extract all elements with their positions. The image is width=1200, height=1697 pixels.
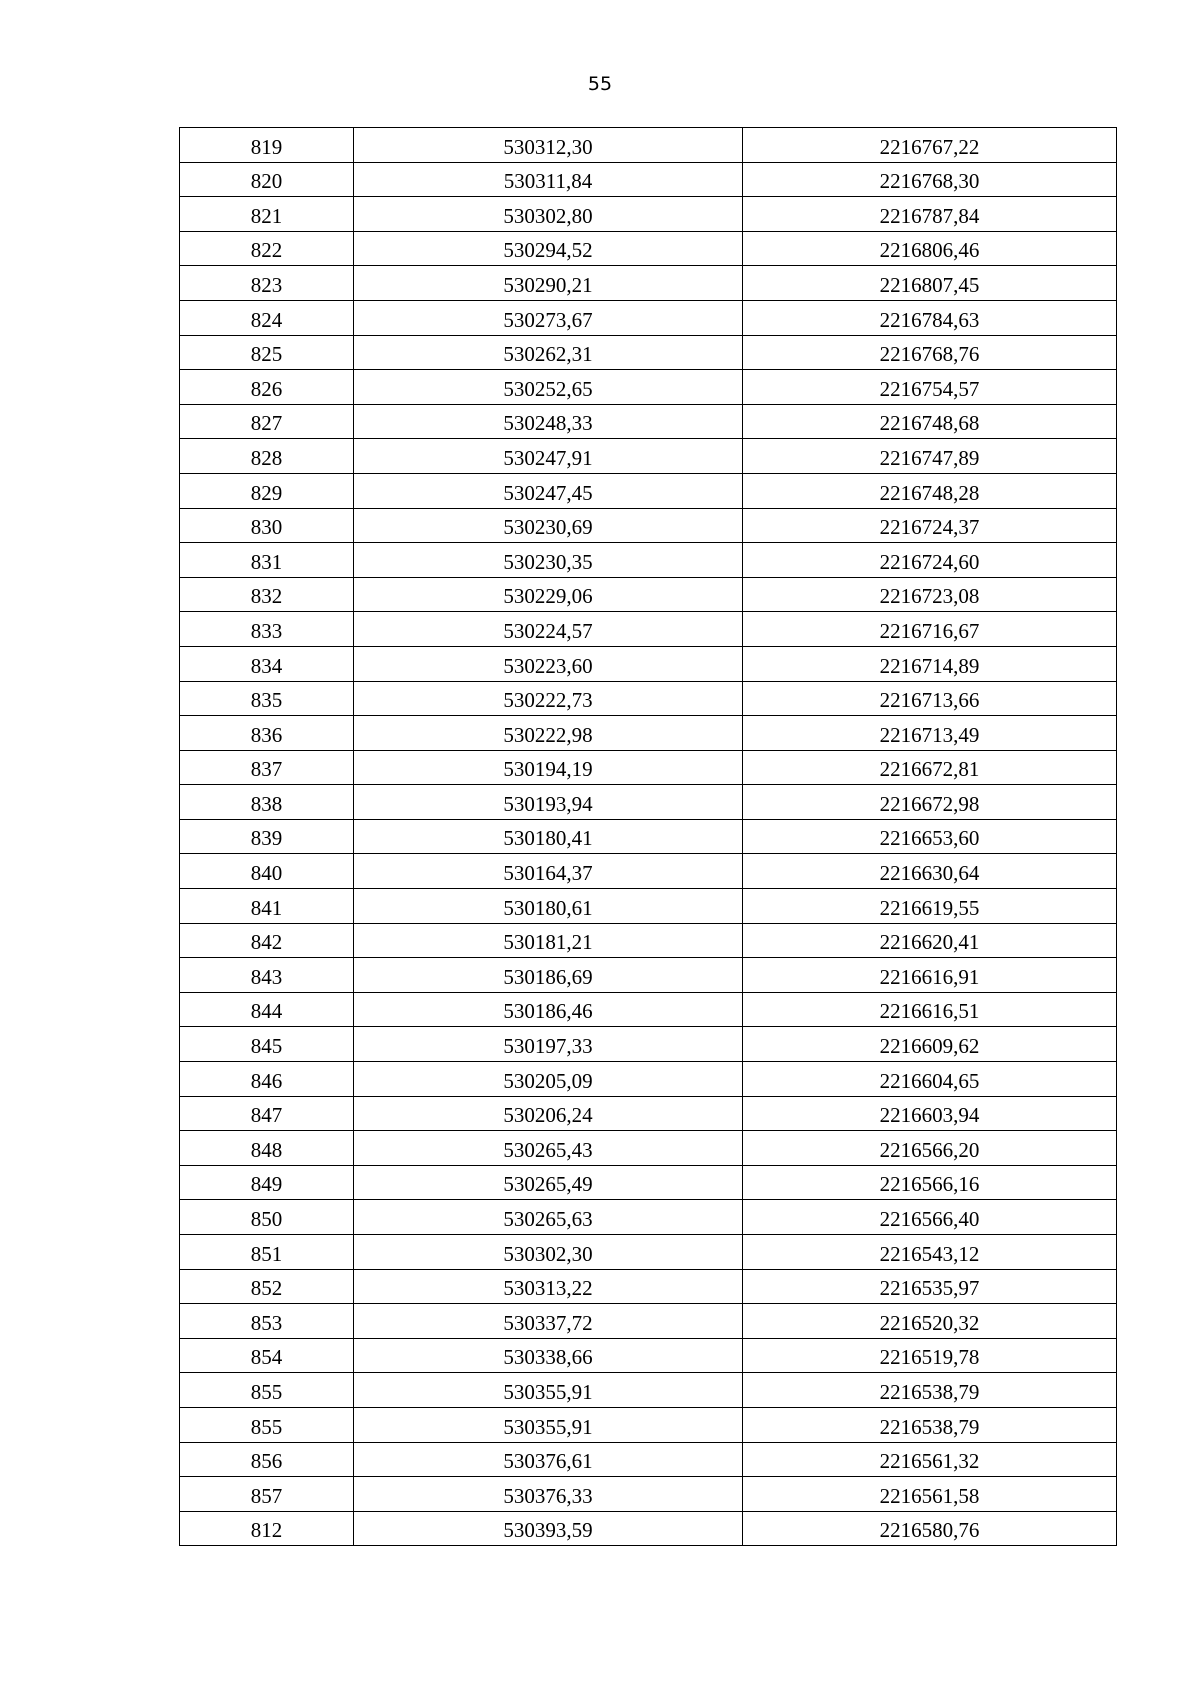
point-number-cell [180,1477,354,1512]
cell-text: 2216543,12 [879,1241,980,1266]
table-row [180,1338,1117,1373]
point-number-cell [180,439,354,474]
x-coordinate-cell [354,750,743,785]
cell-text: 842 [250,930,283,955]
cell-text: 2216784,63 [879,307,980,332]
x-coordinate-cell [354,508,743,543]
cell-text: 2216580,76 [879,1518,980,1543]
cell-text: 822 [250,238,283,263]
cell-text: 2216561,58 [879,1483,980,1508]
cell-text: 530164,37 [503,861,593,886]
cell-text: 856 [250,1449,283,1474]
x-coordinate-cell [354,785,743,820]
point-number-cell [180,1062,354,1097]
y-coordinate-cell [743,1373,1117,1408]
x-coordinate-cell [354,1373,743,1408]
y-coordinate-cell [743,1096,1117,1131]
cell-text: 2216748,68 [879,411,980,436]
point-number-cell [180,404,354,439]
cell-text: 530355,91 [503,1414,593,1439]
table-row [180,1235,1117,1270]
point-number-cell [180,923,354,958]
point-number-cell [180,231,354,266]
point-number-cell [180,1304,354,1339]
point-number-cell [180,128,354,163]
cell-text: 2216672,81 [879,757,980,782]
cell-text: 2216620,41 [879,930,980,955]
cell-text: 530186,46 [503,999,593,1024]
cell-text: 823 [250,272,283,297]
cell-text: 2216807,45 [879,272,980,297]
cell-text: 843 [250,964,283,989]
cell-text: 2216768,76 [879,342,980,367]
x-coordinate-cell [354,923,743,958]
point-number-cell [180,300,354,335]
point-number-cell [180,197,354,232]
x-coordinate-cell [354,1511,743,1546]
x-coordinate-cell [354,1096,743,1131]
point-number-cell [180,1373,354,1408]
x-coordinate-cell [354,1027,743,1062]
cell-text: 2216768,30 [879,169,980,194]
y-coordinate-cell [743,1165,1117,1200]
cell-text: 853 [250,1310,283,1335]
cell-text: 530312,30 [503,134,593,159]
cell-text: 530302,30 [503,1241,593,1266]
y-coordinate-cell [743,162,1117,197]
x-coordinate-cell [354,266,743,301]
table-row [180,1165,1117,1200]
table-row [180,854,1117,889]
cell-text: 2216787,84 [879,203,980,228]
cell-text: 530206,24 [503,1103,593,1128]
cell-text: 2216603,94 [879,1103,980,1128]
point-number-cell [180,266,354,301]
cell-text: 530302,80 [503,203,593,228]
y-coordinate-cell [743,300,1117,335]
table-row [180,577,1117,612]
x-coordinate-cell [354,231,743,266]
cell-text: 2216672,98 [879,791,980,816]
table-row [180,197,1117,232]
cell-text: 530376,33 [503,1483,593,1508]
y-coordinate-cell [743,439,1117,474]
table-row [180,266,1117,301]
table-row [180,473,1117,508]
point-number-cell [180,681,354,716]
y-coordinate-cell [743,819,1117,854]
table-row [180,1096,1117,1131]
x-coordinate-cell [354,716,743,751]
cell-text: 824 [250,307,283,332]
cell-text: 530337,72 [503,1310,593,1335]
y-coordinate-cell [743,716,1117,751]
table-row [180,646,1117,681]
cell-text: 530247,45 [503,480,593,505]
table-row [180,1477,1117,1512]
y-coordinate-cell [743,128,1117,163]
cell-text: 530205,09 [503,1068,593,1093]
cell-text: 827 [250,411,283,436]
cell-text: 2216538,79 [879,1379,980,1404]
point-number-cell [180,508,354,543]
cell-text: 841 [250,895,283,920]
cell-text: 830 [250,515,283,540]
cell-text: 530247,91 [503,445,593,470]
cell-text: 530222,73 [503,688,593,713]
point-number-cell [180,646,354,681]
point-number-cell [180,1096,354,1131]
y-coordinate-cell [743,508,1117,543]
cell-text: 2216806,46 [879,238,980,263]
y-coordinate-cell [743,473,1117,508]
y-coordinate-cell [743,577,1117,612]
cell-text: 530311,84 [503,169,593,194]
x-coordinate-cell [354,1304,743,1339]
cell-text: 852 [250,1276,283,1301]
cell-text: 828 [250,445,283,470]
cell-text: 844 [250,999,283,1024]
cell-text: 530393,59 [503,1518,593,1543]
y-coordinate-cell [743,958,1117,993]
cell-text: 2216535,97 [879,1276,980,1301]
x-coordinate-cell [354,1200,743,1235]
cell-text: 2216519,78 [879,1345,980,1370]
y-coordinate-cell [743,543,1117,578]
x-coordinate-cell [354,646,743,681]
cell-text: 839 [250,826,283,851]
point-number-cell [180,958,354,993]
x-coordinate-cell [354,889,743,924]
cell-text: 530186,69 [503,964,593,989]
cell-text: 530265,63 [503,1207,593,1231]
y-coordinate-cell [743,1338,1117,1373]
x-coordinate-cell [354,1269,743,1304]
cell-text: 2216748,28 [879,480,980,505]
table-row [180,1407,1117,1442]
table-row [180,508,1117,543]
cell-text: 530230,69 [503,515,593,540]
x-coordinate-cell [354,473,743,508]
point-number-cell [180,473,354,508]
cell-text: 857 [250,1483,283,1508]
cell-text: 2216561,32 [879,1449,980,1474]
point-number-cell [180,370,354,405]
cell-text: 851 [250,1241,283,1266]
y-coordinate-cell [743,1235,1117,1270]
point-number-cell [180,1338,354,1373]
cell-text: 2216630,64 [879,861,980,886]
table-row [180,1200,1117,1235]
y-coordinate-cell [743,1477,1117,1512]
coordinates-table [179,127,1117,1546]
table-row [180,1511,1117,1546]
point-number-cell [180,1131,354,1166]
table-row [180,819,1117,854]
cell-text: 2216713,49 [879,722,980,747]
table-row [180,750,1117,785]
cell-text: 834 [250,653,283,678]
x-coordinate-cell [354,681,743,716]
point-number-cell [180,162,354,197]
cell-text: 530294,52 [503,238,593,263]
x-coordinate-cell [354,854,743,889]
cell-text: 2216716,67 [879,618,980,643]
point-number-cell [180,819,354,854]
table-row [180,1062,1117,1097]
x-coordinate-cell [354,819,743,854]
cell-text: 847 [250,1103,283,1128]
cell-text: 2216566,40 [879,1207,980,1231]
y-coordinate-cell [743,992,1117,1027]
cell-text: 812 [250,1518,283,1543]
x-coordinate-cell [354,577,743,612]
point-number-cell [180,1200,354,1235]
y-coordinate-cell [743,266,1117,301]
cell-text: 530252,65 [503,376,593,401]
x-coordinate-cell [354,543,743,578]
cell-text: 2216767,22 [879,134,980,159]
y-coordinate-cell [743,612,1117,647]
table-row [180,543,1117,578]
cell-text: 530230,35 [503,549,593,574]
cell-text: 2216724,37 [879,515,980,540]
x-coordinate-cell [354,958,743,993]
cell-text: 530273,67 [503,307,593,332]
cell-text: 530222,98 [503,722,593,747]
table-row [180,404,1117,439]
cell-text: 2216754,57 [879,376,980,401]
y-coordinate-cell [743,923,1117,958]
table-row [180,1304,1117,1339]
cell-text: 530180,41 [503,826,593,851]
table-row [180,681,1117,716]
cell-text: 849 [250,1172,283,1197]
x-coordinate-cell [354,1477,743,1512]
y-coordinate-cell [743,1027,1117,1062]
cell-text: 530265,49 [503,1172,593,1197]
cell-text: 2216604,65 [879,1068,980,1093]
cell-text: 819 [250,134,283,159]
cell-text: 855 [250,1379,283,1404]
point-number-cell [180,992,354,1027]
x-coordinate-cell [354,1165,743,1200]
cell-text: 530248,33 [503,411,593,436]
cell-text: 2216566,16 [879,1172,980,1197]
cell-text: 825 [250,342,283,367]
table-row [180,992,1117,1027]
y-coordinate-cell [743,1511,1117,1546]
cell-text: 530290,21 [503,272,593,297]
table-row [180,958,1117,993]
cell-text: 2216616,51 [879,999,980,1024]
table-row [180,785,1117,820]
table-row [180,612,1117,647]
y-coordinate-cell [743,370,1117,405]
y-coordinate-cell [743,404,1117,439]
table-row [180,231,1117,266]
cell-text: 838 [250,791,283,816]
page-number: 55 [587,73,613,95]
cell-text: 530194,19 [503,757,593,782]
point-number-cell [180,1027,354,1062]
cell-text: 820 [250,169,283,194]
cell-text: 530355,91 [503,1379,593,1404]
x-coordinate-cell [354,128,743,163]
x-coordinate-cell [354,439,743,474]
y-coordinate-cell [743,1304,1117,1339]
table-row [180,128,1117,163]
y-coordinate-cell [743,681,1117,716]
y-coordinate-cell [743,231,1117,266]
cell-text: 530180,61 [503,895,593,920]
x-coordinate-cell [354,300,743,335]
cell-text: 530229,06 [503,584,593,609]
table-row [180,1131,1117,1166]
cell-text: 850 [250,1207,283,1231]
point-number-cell [180,750,354,785]
table-row [180,439,1117,474]
x-coordinate-cell [354,992,743,1027]
point-number-cell [180,543,354,578]
y-coordinate-cell [743,1200,1117,1235]
point-number-cell [180,1511,354,1546]
cell-text: 530313,22 [503,1276,593,1301]
cell-text: 2216566,20 [879,1137,980,1162]
table-row [180,162,1117,197]
table-row [180,889,1117,924]
coordinates-table-body [180,128,1117,1546]
cell-text: 855 [250,1414,283,1439]
x-coordinate-cell [354,335,743,370]
x-coordinate-cell [354,612,743,647]
cell-text: 2216723,08 [879,584,980,609]
y-coordinate-cell [743,1269,1117,1304]
cell-text: 833 [250,618,283,643]
x-coordinate-cell [354,1235,743,1270]
cell-text: 848 [250,1137,283,1162]
x-coordinate-cell [354,404,743,439]
point-number-cell [180,335,354,370]
cell-text: 2216538,79 [879,1414,980,1439]
cell-text: 840 [250,861,283,886]
x-coordinate-cell [354,370,743,405]
cell-text: 826 [250,376,283,401]
cell-text: 530193,94 [503,791,593,816]
x-coordinate-cell [354,1062,743,1097]
y-coordinate-cell [743,1131,1117,1166]
cell-text: 835 [250,688,283,713]
x-coordinate-cell [354,197,743,232]
y-coordinate-cell [743,1062,1117,1097]
cell-text: 530223,60 [503,653,593,678]
cell-text: 2216520,32 [879,1310,980,1335]
cell-text: 530265,43 [503,1137,593,1162]
y-coordinate-cell [743,335,1117,370]
cell-text: 2216616,91 [879,964,980,989]
point-number-cell [180,785,354,820]
cell-text: 530181,21 [503,930,593,955]
point-number-cell [180,889,354,924]
table-row [180,923,1117,958]
point-number-cell [180,716,354,751]
x-coordinate-cell [354,162,743,197]
cell-text: 845 [250,1034,283,1059]
point-number-cell [180,1269,354,1304]
cell-text: 2216714,89 [879,653,980,678]
table-row [180,370,1117,405]
cell-text: 530338,66 [503,1345,593,1370]
cell-text: 2216609,62 [879,1034,980,1059]
table-row [180,1269,1117,1304]
cell-text: 846 [250,1068,283,1093]
y-coordinate-cell [743,1407,1117,1442]
cell-text: 2216653,60 [879,826,980,851]
point-number-cell [180,1407,354,1442]
point-number-cell [180,1442,354,1477]
cell-text: 854 [250,1345,283,1370]
cell-text: 2216747,89 [879,445,980,470]
table-row [180,716,1117,751]
cell-text: 836 [250,722,283,747]
cell-text: 2216724,60 [879,549,980,574]
cell-text: 837 [250,757,283,782]
cell-text: 530224,57 [503,618,593,643]
point-number-cell [180,577,354,612]
point-number-cell [180,1235,354,1270]
table-row [180,1027,1117,1062]
y-coordinate-cell [743,646,1117,681]
x-coordinate-cell [354,1442,743,1477]
y-coordinate-cell [743,854,1117,889]
point-number-cell [180,612,354,647]
y-coordinate-cell [743,1442,1117,1477]
x-coordinate-cell [354,1131,743,1166]
cell-text: 530262,31 [503,342,593,367]
table-row [180,335,1117,370]
x-coordinate-cell [354,1338,743,1373]
y-coordinate-cell [743,750,1117,785]
cell-text: 832 [250,584,283,609]
cell-text: 530197,33 [503,1034,593,1059]
table-row [180,300,1117,335]
cell-text: 530376,61 [503,1449,593,1474]
y-coordinate-cell [743,785,1117,820]
cell-text: 831 [250,549,283,574]
cell-text: 821 [250,203,283,228]
y-coordinate-cell [743,889,1117,924]
cell-text: 2216619,55 [879,895,980,920]
cell-text: 2216713,66 [879,688,980,713]
table-row [180,1373,1117,1408]
point-number-cell [180,1165,354,1200]
x-coordinate-cell [354,1407,743,1442]
y-coordinate-cell [743,197,1117,232]
cell-text: 829 [250,480,283,505]
point-number-cell [180,854,354,889]
table-row [180,1442,1117,1477]
